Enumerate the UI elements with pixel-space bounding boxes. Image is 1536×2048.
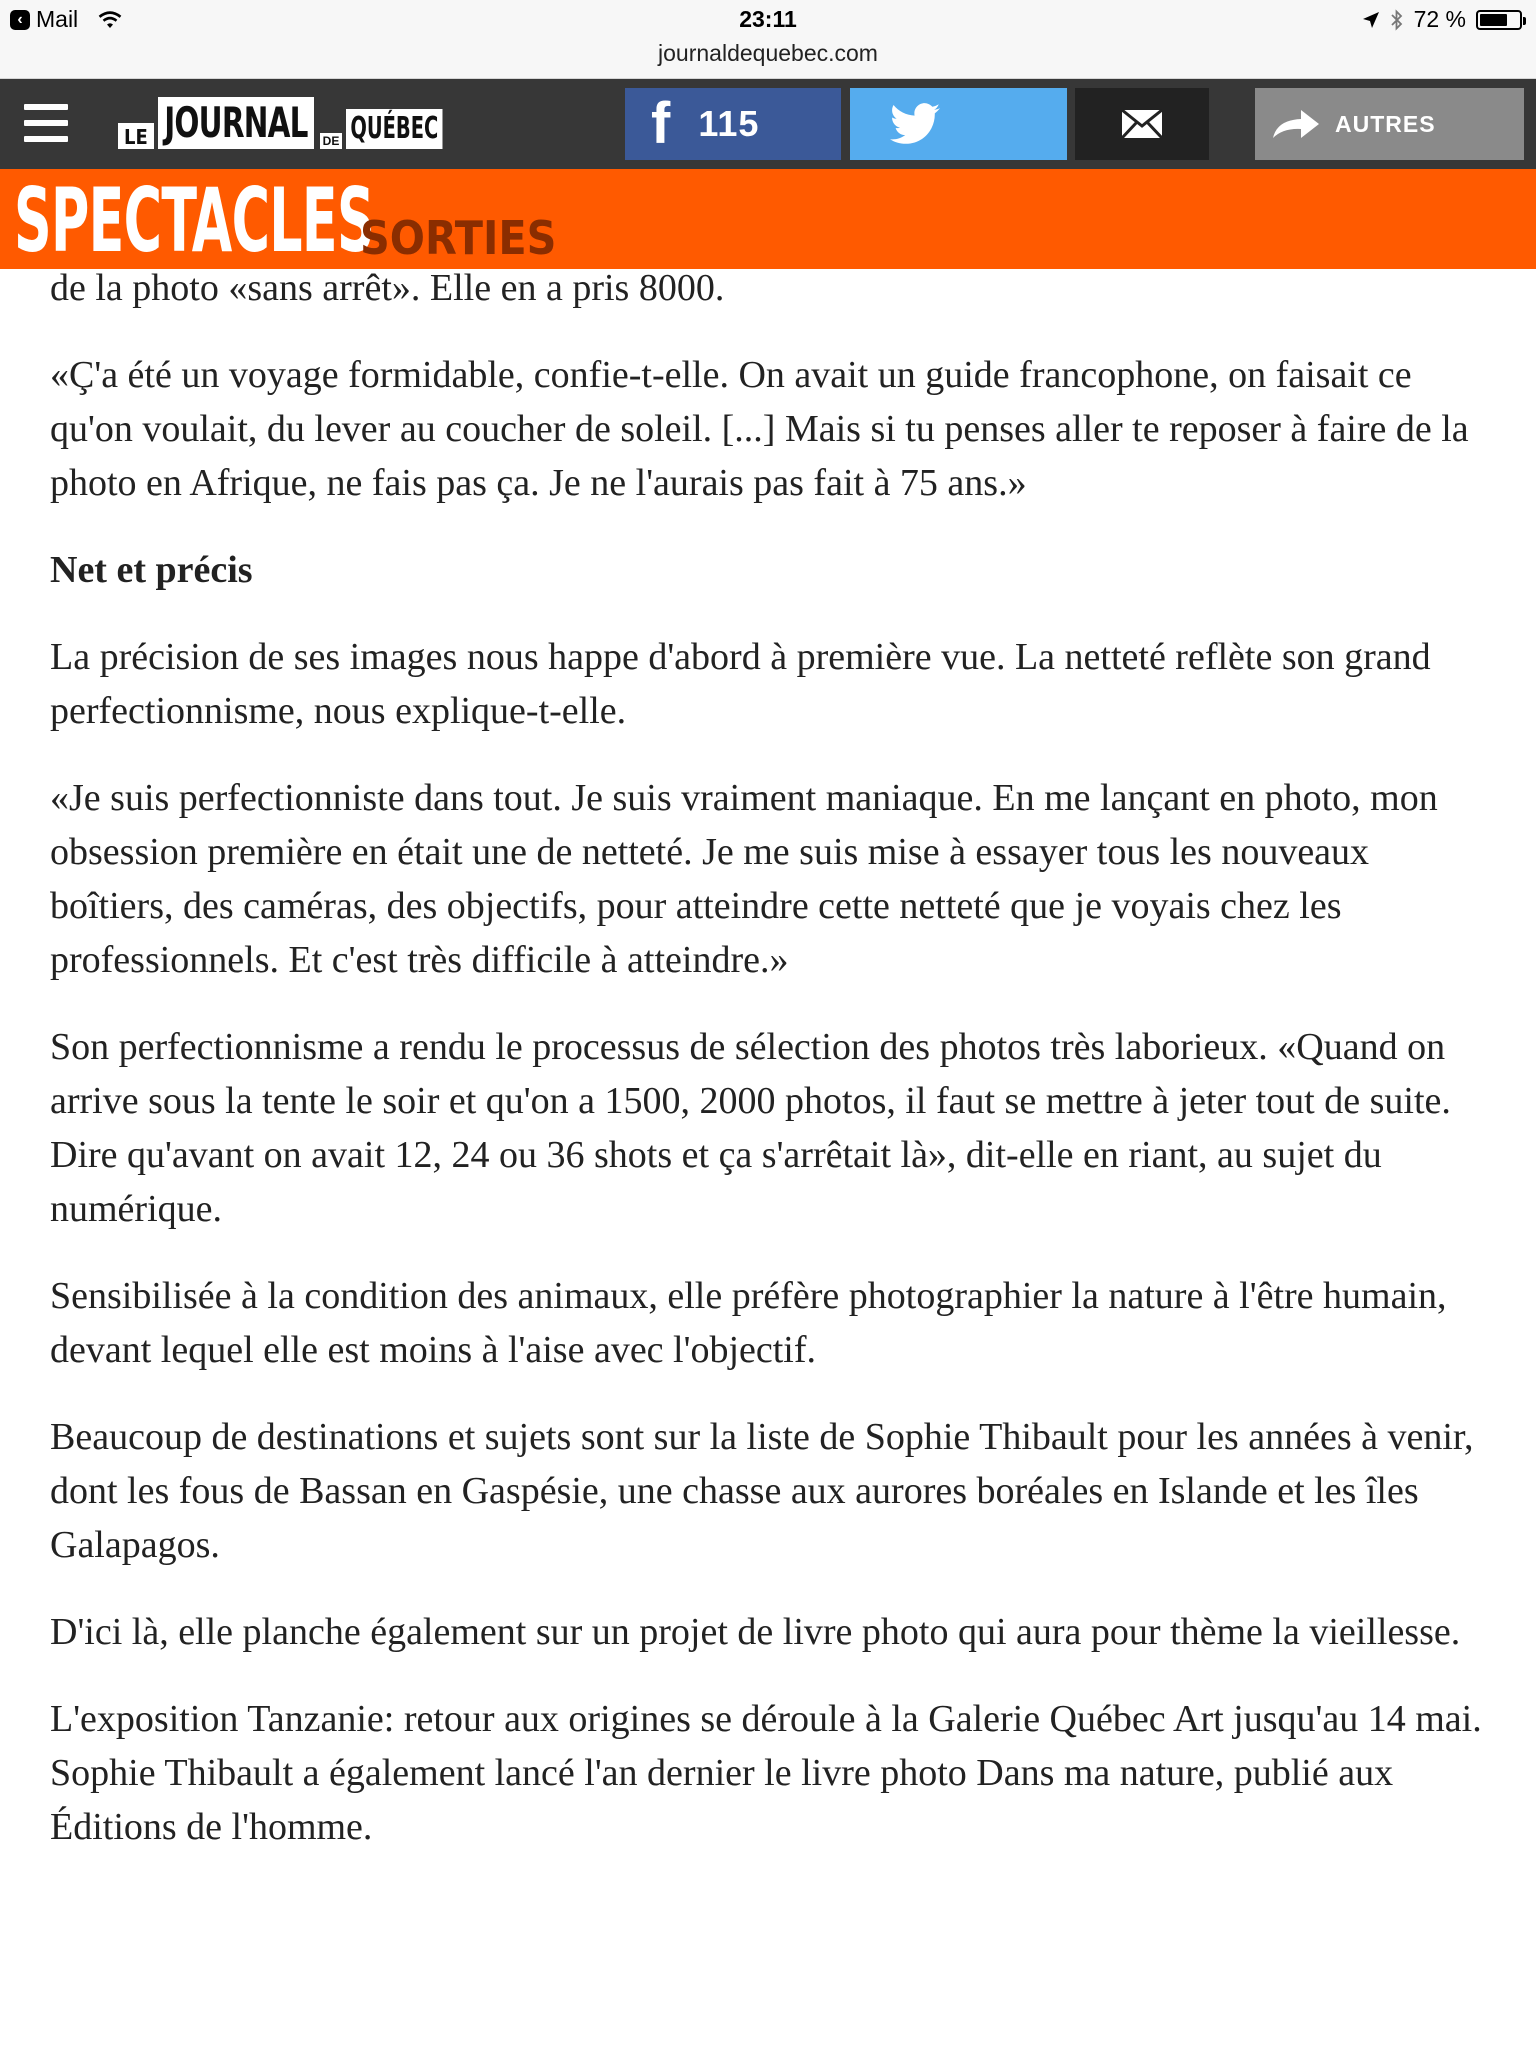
facebook-share-button[interactable] — [625, 88, 841, 160]
battery-percent: 72 % — [1413, 6, 1466, 32]
section-title[interactable]: SPECTACLES — [14, 169, 374, 269]
logo-journal: JOURNAL — [158, 97, 314, 149]
back-chevron-icon: ‹ — [10, 10, 30, 30]
facebook-share-count: 115 — [698, 103, 760, 144]
battery-icon — [1476, 10, 1522, 30]
envelope-icon — [1121, 109, 1163, 139]
section-subtitle[interactable]: SORTIES — [360, 211, 557, 265]
back-app-label: Mail — [36, 6, 79, 32]
twitter-bird-icon — [890, 103, 940, 145]
clock: 23:11 — [739, 6, 797, 32]
site-logo[interactable] — [118, 97, 480, 149]
address-url[interactable]: journaldequebec.com — [658, 40, 878, 66]
article-paragraph: Beaucoup de destinations et sujets sont sur la liste de Sophie Thibault pour les années à venir, dont les fous de Bassan en Gaspésie, une chasse aux aurores boréales en Islande et les îles Galapagos. — [50, 1416, 1474, 1566]
article-paragraph: Son perfectionnisme a rendu le processus de sélection des photos très laborieux. «Quand on arrive sous la tente le soir et qu'on a 1500, 2000 photos, il faut se mettre à jeter tout de suite. Dire qu'avant on avait 12, 24 ou 36 shots et ça s'arrêtait là», dit-elle en riant, au sujet du numérique. — [50, 1026, 1451, 1230]
logo-le: LE — [118, 123, 154, 149]
more-share-label: AUTRES — [1335, 110, 1436, 137]
status-indicators — [1362, 6, 1522, 33]
article-body — [50, 261, 1490, 1887]
status-bar — [0, 0, 1536, 79]
menu-icon[interactable] — [24, 104, 68, 142]
article-paragraph: «Je suis perfectionniste dans tout. Je suis vraiment maniaque. En me lançant en photo, mon obsession première en était une de netteté. Je me suis mise à essayer tous les nouveaux boîtiers, des caméras, des objectifs, pour atteindre cette netteté que je voyais chez les professionnels. Et c'est très difficile à atteindre.» — [50, 777, 1438, 981]
twitter-share-button[interactable] — [850, 88, 1067, 160]
logo-quebec: QUÉBEC — [346, 109, 443, 149]
article-paragraph: «Ç'a été un voyage formidable, confie-t-elle. On avait un guide francophone, on faisait ce qu'on voulait, du lever au coucher de soleil. [...] Mais si tu penses aller te reposer à faire de la photo en Afrique, ne fais pas ça. Je ne l'aurais pas fait à 75 ans.» — [50, 354, 1469, 504]
facebook-icon: f — [651, 91, 671, 156]
article-paragraph: Sensibilisée à la condition des animaux, elle préfère photographier la nature à l'être humain, devant lequel elle est moins à l'aise avec l'objectif. — [50, 1275, 1447, 1371]
article-paragraph: de la photo «sans arrêt». Elle en a pris 8000. — [50, 267, 725, 309]
article-paragraph: La précision de ses images nous happe d'abord à première vue. La netteté reflète son grand perfectionnisme, nous explique-t-elle. — [50, 636, 1431, 732]
share-arrow-icon — [1271, 108, 1321, 140]
article-subheading: Net et précis — [50, 549, 253, 591]
battery-level-fill — [1480, 14, 1507, 26]
article-paragraph: D'ici là, elle planche également sur un projet de livre photo qui aura pour thème la vieillesse. — [50, 1611, 1461, 1653]
more-share-button[interactable] — [1255, 88, 1524, 160]
email-share-button[interactable] — [1075, 88, 1209, 160]
article-paragraph: L'exposition Tanzanie: retour aux origines se déroule à la Galerie Québec Art jusqu'au 14 mai. Sophie Thibault a également lancé l'an dernier le livre photo Dans ma nature, publié aux Éditions de l'homme. — [50, 1698, 1482, 1848]
logo-de: DE — [320, 133, 343, 149]
location-arrow-icon — [1362, 11, 1380, 29]
bluetooth-icon — [1390, 9, 1404, 31]
section-banner — [0, 169, 1536, 269]
